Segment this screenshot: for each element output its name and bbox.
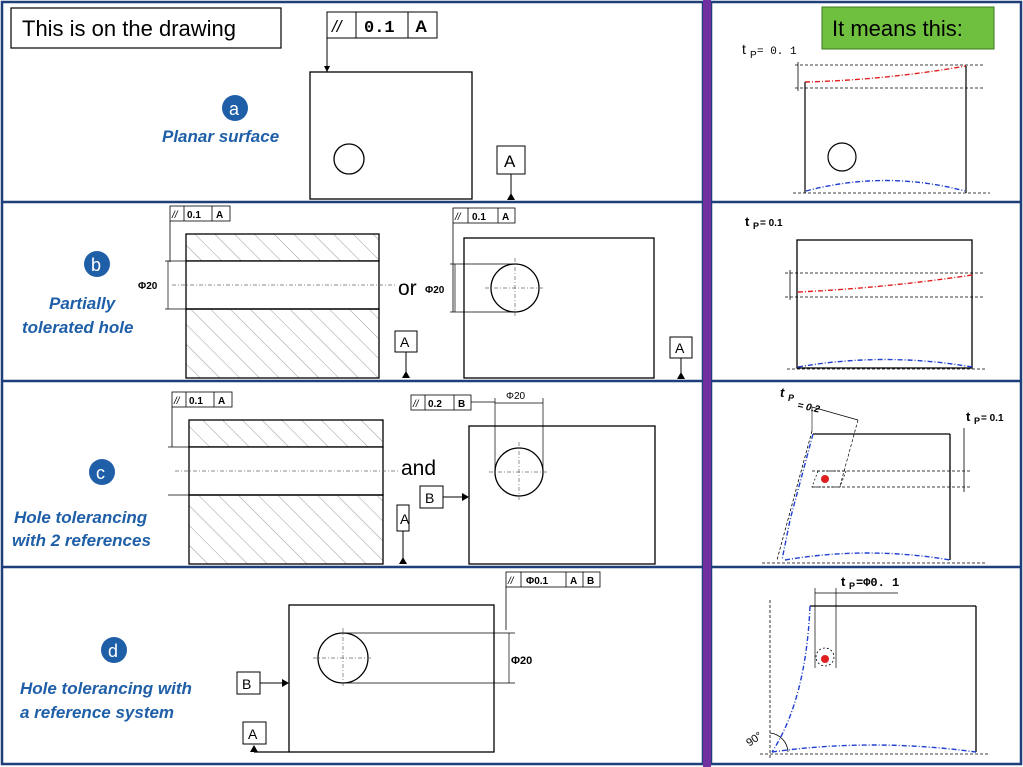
fcf-d [506,572,600,630]
result-a-value: = 0. 1 [757,46,797,58]
result-a-t: t [742,41,746,57]
fcf-c-left-symbol: // [174,396,180,407]
fcf-c-right-tolerance: 0.2 [428,399,442,410]
fcf-d-datum-1: A [570,576,578,587]
part-c-left-bottom [189,495,383,564]
result-a [742,41,990,193]
fcf-c-right-symbol: // [413,399,419,410]
fcf-a [324,12,437,72]
result-d-t: t [841,574,846,589]
fcf-c-left-datum: A [218,396,226,407]
fcf-b-right-tolerance: 0.1 [472,212,486,223]
row-d [20,572,990,758]
result-c-sub1: P [788,393,795,403]
caption-b-1: Partially [49,294,116,313]
result-c-value2: = 0.1 [981,413,1004,424]
datum-d-b-label: B [242,676,252,692]
badge-a-letter: a [229,99,240,119]
fcf-b-left-datum: A [216,210,224,221]
fcf-c-left-tolerance: 0.1 [189,396,203,407]
part-b-right [464,238,654,378]
datum-b-left-label: A [400,334,410,350]
result-b-t: t [745,214,750,229]
result-b-value: = 0.1 [760,218,783,229]
part-b-left-top [186,234,379,261]
part-b-left-bottom [186,309,379,378]
badge-d-letter: d [108,641,119,661]
dim-d-right: Φ20 [511,655,533,667]
badge-b-letter: b [91,255,102,275]
header-right-text: It means this: [832,16,963,41]
fcf-b-right [453,208,515,312]
connector-and: and [401,457,437,480]
result-d-angle: 90° [744,729,765,750]
result-c-t1: t [780,385,785,400]
row-separators [2,202,1021,567]
header-right [822,7,994,49]
header-left [11,8,281,48]
header-left-text: This is on the drawing [22,16,236,41]
badge-c-letter: c [96,463,105,483]
part-a [310,72,472,199]
hole-a [334,144,364,174]
fcf-a-symbol: // [332,17,342,36]
fcf-a-datum: A [415,17,428,36]
result-d-value: =Φ0. 1 [856,576,900,590]
datum-a-label: A [504,152,516,171]
datum-d-a-label: A [248,726,258,742]
fcf-d-symbol: // [508,576,514,587]
result-c-sub2: P [974,416,981,426]
datum-b-right-label: A [675,340,685,356]
part-c-right [469,426,655,564]
part-d [289,605,494,752]
fcf-b-right-symbol: // [455,212,461,223]
dim-c-top: Φ20 [506,391,526,402]
result-c-value1: = 0.2 [796,400,821,416]
datum-c-b-label: B [425,490,435,506]
connector-or: or [398,277,417,300]
dim-b-left: Φ20 [138,281,158,292]
result-c-t2: t [966,409,971,424]
result-a-sub: P [750,50,757,61]
result-c [762,385,1004,563]
caption-d-2: a reference system [20,703,175,722]
result-b [745,214,985,369]
right-panel-frame [711,2,1021,764]
caption-b-2: tolerated hole [22,318,134,337]
row-c [12,385,1004,564]
center-divider [703,0,711,767]
fcf-b-right-datum: A [502,212,510,223]
result-b-sub: P [753,221,760,231]
dim-b-right: Φ20 [425,285,445,296]
datum-c-a-label: A [400,511,410,527]
part-c-left-top [189,420,383,447]
result-d [744,574,990,758]
caption-a: Planar surface [162,127,280,146]
row-b [22,206,985,379]
fcf-b-left-symbol: // [172,210,178,221]
result-d-sub: P [849,581,856,591]
fcf-d-tolerance: Φ0.1 [526,576,549,587]
fcf-b-left-tolerance: 0.1 [187,210,201,221]
caption-d-1: Hole tolerancing with [20,679,192,698]
fcf-d-datum-2: B [587,576,595,587]
fcf-a-tolerance: 0.1 [364,19,395,38]
caption-c-2: with 2 references [12,531,151,550]
caption-c-1: Hole tolerancing [14,508,148,527]
fcf-c-right-datum: B [458,399,466,410]
fcf-c-right [411,395,495,410]
